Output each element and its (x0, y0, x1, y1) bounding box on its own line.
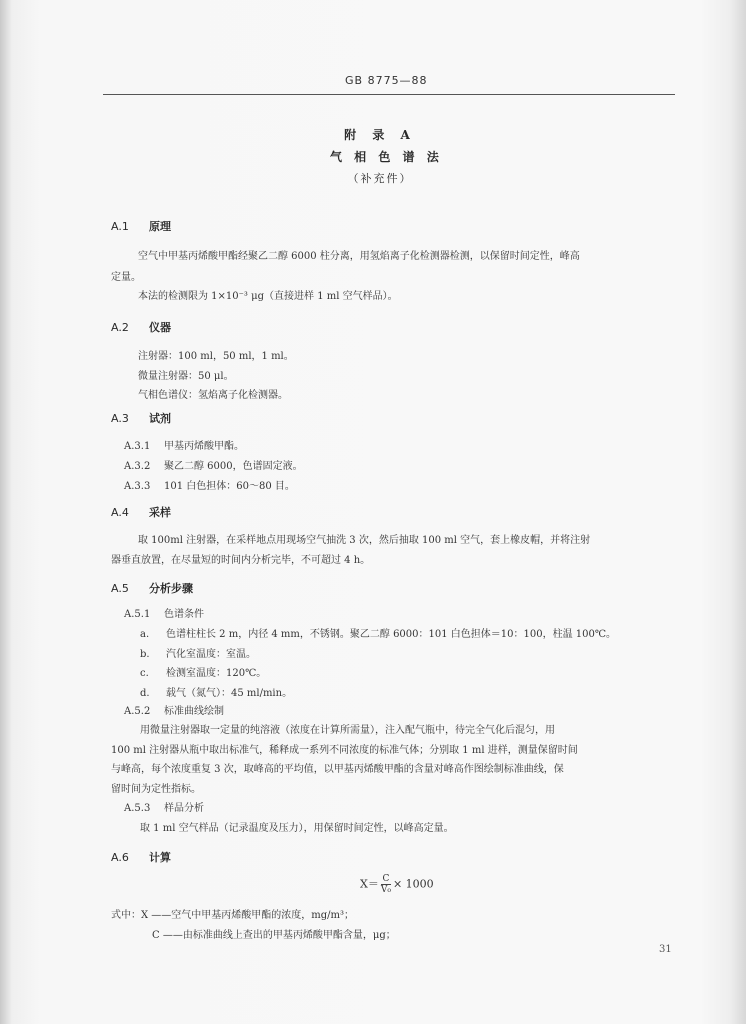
a1-paragraph-2: 本法的检测限为 1×10⁻³ μg（直接进样 1 ml 空气样品）。 (138, 291, 398, 302)
appendix-subtitle: 气 相 色 谱 法 (330, 150, 443, 164)
condition-item: c. 检测室温度：120℃。 (140, 668, 267, 679)
a3-item: A.3.2 聚乙二醇 6000，色谱固定液。 (124, 461, 303, 472)
section-heading-a5: A.5 分析步骤 (111, 582, 193, 595)
appendix-note: （补充件） (347, 172, 413, 185)
appendix-title: 附 录 A (344, 128, 416, 142)
a5-1-heading: A.5.1 色谱条件 (124, 609, 204, 620)
a2-line-2: 微量注射器：50 μl。 (138, 371, 234, 382)
a1-paragraph-1-cont: 定量。 (111, 272, 141, 283)
section-heading-a6: A.6 计算 (111, 851, 171, 864)
section-heading-a2: A.2 仪器 (111, 321, 171, 334)
section-heading-a1: A.1 原理 (111, 220, 171, 233)
a1-paragraph-1: 空气中甲基丙烯酸甲酯经聚乙二醇 6000 柱分离，用氢焰离子化检测器检测，以保留时间定性，峰高 (138, 251, 580, 262)
section-heading-a3: A.3 试剂 (111, 412, 171, 425)
a5-2-paragraph-line: 与峰高，每个浓度重复 3 次，取峰高的平均值，以甲基丙烯酸甲酯的含量对峰高作图绘制标准曲线，保 (111, 764, 564, 775)
a5-3-heading: A.5.3 样品分析 (124, 803, 204, 814)
a4-paragraph: 取 100ml 注射器，在采样地点用现场空气抽洗 3 次，然后抽取 100 ml 空气，套上橡皮帽，并将注射 (138, 535, 591, 546)
formula-where-line: 式中：X ——空气中甲基丙烯酸甲酯的浓度，mg/m³； (111, 910, 355, 921)
a5-2-paragraph-line: 100 ml 注射器从瓶中取出标准气，稀释成一系列不同浓度的标准气体；分别取 1 ml 进样，测量保留时间 (111, 745, 578, 756)
condition-item: b. 汽化室温度：室温。 (140, 649, 256, 660)
page-number: 31 (659, 944, 672, 955)
a5-2-heading: A.5.2 标准曲线绘制 (124, 706, 224, 717)
a5-2-paragraph-line: 留时间为定性指标。 (111, 784, 201, 795)
condition-item: a. 色谱柱柱长 2 m，内径 4 mm，不锈钢。聚乙二醇 6000：101 白色担体＝10：100，柱温 100℃。 (140, 629, 617, 640)
a3-item: A.3.1 甲基丙烯酸甲酯。 (124, 441, 244, 452)
a3-item: A.3.3 101 白色担体：60～80 目。 (124, 481, 295, 492)
a2-line-1: 注射器：100 ml，50 ml，1 ml。 (138, 351, 294, 362)
section-heading-a4: A.4 采样 (111, 506, 171, 519)
header-rule (103, 94, 675, 95)
a2-line-3: 气相色谱仪：氢焰离子化检测器。 (138, 390, 288, 401)
condition-item: d. 载气（氮气）：45 ml/min。 (140, 688, 293, 699)
a5-2-paragraph-line: 用微量注射器取一定量的纯溶液（浓度在计算所需量），注入配气瓶中，待完全气化后混匀，用 (140, 725, 555, 736)
a5-3-paragraph: 取 1 ml 空气样品（记录温度及压力），用保留时间定性，以峰高定量。 (140, 823, 454, 834)
formula-where-line: C ——由标准曲线上查出的甲基丙烯酸甲酯含量，μg； (152, 930, 396, 941)
a4-paragraph-cont: 器垂直放置，在尽量短的时间内分析完毕，不可超过 4 h。 (111, 555, 371, 566)
standard-number: GB 8775—88 (345, 74, 428, 87)
formula-fraction: $\frac{C}{\text{V₀}}$ (380, 874, 391, 895)
concentration-formula: X＝ $\frac{C}{\text{V₀}}$ × 1000 (360, 874, 434, 895)
